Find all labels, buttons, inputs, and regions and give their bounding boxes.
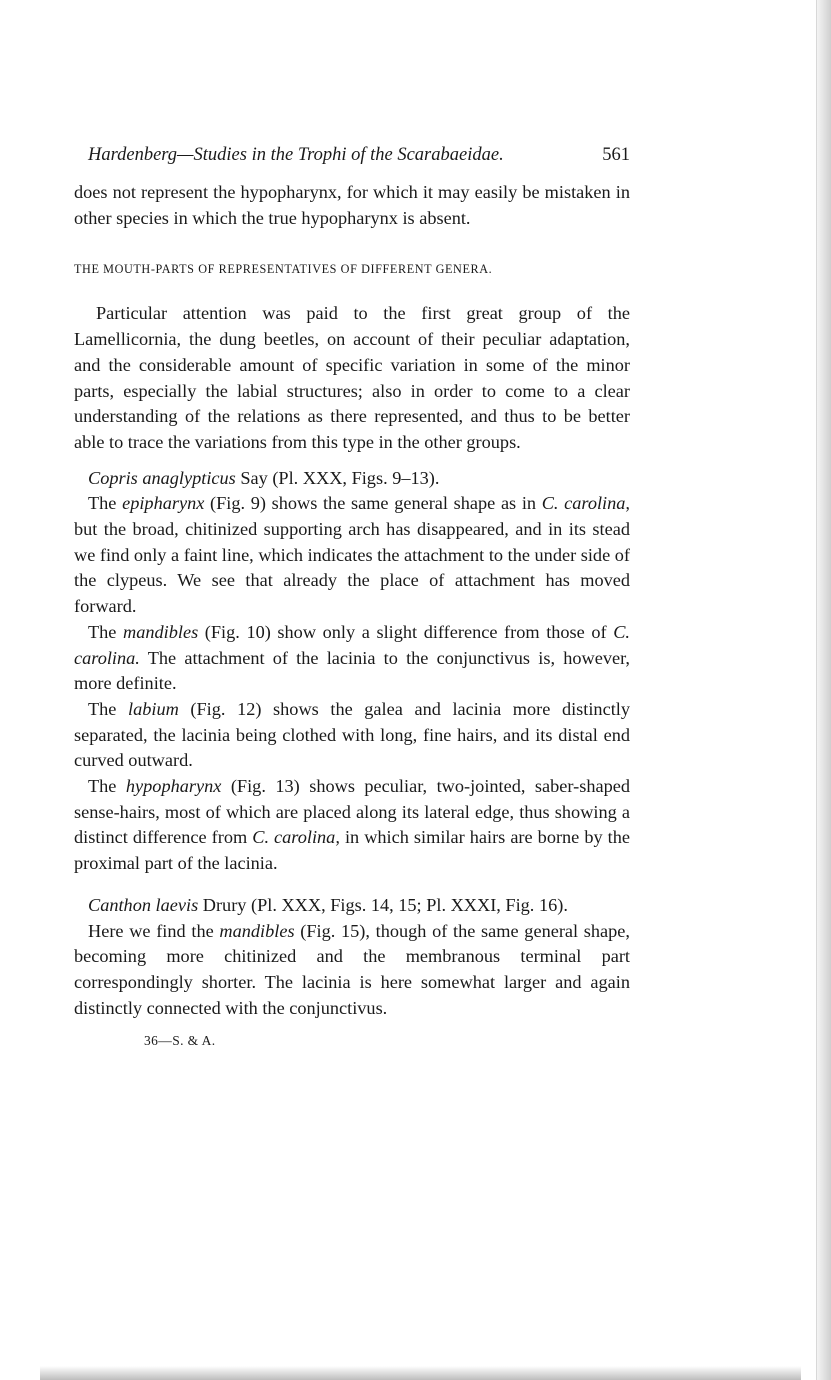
species-name: Canthon laevis <box>88 894 199 915</box>
paragraph-labium <box>74 697 630 774</box>
text-run: but the broad, chitinized supporting arch has disappeared, and in its stead we find only a faint line, which indicates the attachment to the under side of the clypeus. We see that already the place of attachment has moved forward. <box>74 519 630 617</box>
text-run: Here we find the <box>88 920 220 941</box>
text-run: The <box>88 621 124 642</box>
signature-mark: 36—S. & A. <box>144 1033 216 1049</box>
term: mandibles <box>219 920 295 941</box>
species-heading-copris <box>74 466 630 492</box>
species-heading-canthon <box>74 893 630 919</box>
paragraph-mandibles <box>74 620 630 697</box>
text-run: (Fig. 13) shows peculiar, two-jointed, saber-shaped sense-hairs, most of which are placed along its lateral edge, thus showing a distinct difference from <box>74 776 630 848</box>
term: epipharynx <box>122 493 205 514</box>
text-run: The <box>88 493 123 514</box>
page-edge-bottom <box>40 1366 801 1380</box>
text-run: (Fig. 15), though of the same general shape, becoming more chitinized and the membranous terminal part correspondingly shorter. The lacinia is here somewhat larger and again distinctly connected with the conjunctivus. <box>74 920 630 1018</box>
running-head <box>88 138 630 172</box>
term: mandibles <box>123 621 199 642</box>
text-run: The attachment of the lacinia to the conjunctivus is, however, more definite. <box>74 647 630 694</box>
species-ref: C. carolina. <box>74 621 630 668</box>
term: labium <box>128 698 179 719</box>
species-reference: Drury (Pl. XXX, Figs. 14, 15; Pl. XXXI, Fig. 16). <box>198 894 568 915</box>
species-ref: C. carolina, <box>541 493 630 514</box>
text-run: (Fig. 10) show only a slight difference from those of <box>198 621 614 642</box>
paragraph-continued: does not represent the hypopharynx, for which it may easily be mistaken in other species in which the true hypopharynx is absent. <box>74 182 630 228</box>
paragraph-intro: Particular attention was paid to the first great group of the Lamellicornia, the dung beetles, on account of their peculiar adaptation, and the considerable amount of specific variation in some of the minor parts, especially the labial structures; also in order to come to a clear understanding of the relations as there represented, and thus to be better able to trace the variations from this type in the other groups. <box>74 303 630 452</box>
species-name: Copris anaglypticus <box>88 467 236 488</box>
paragraph-canthon-mandibles <box>74 919 630 1022</box>
page-number: 561 <box>602 145 630 165</box>
text-run: in which similar hairs are borne by the proximal part of the lacinia. <box>74 827 631 874</box>
text-run: (Fig. 12) shows the galea and lacinia more distinctly separated, the lacinia being clothed with long, fine hairs, and its distal end curved outward. <box>74 698 630 771</box>
running-title: Hardenberg—Studies in the Trophi of the Scarabaeidae. <box>88 145 504 165</box>
paragraph-epipharynx <box>74 491 630 620</box>
page-body <box>74 138 630 1051</box>
section-heading: THE MOUTH-PARTS OF REPRESENTATIVES OF DIFFERENT GENERA. <box>74 262 493 277</box>
text-run: The <box>88 698 129 719</box>
text-run: (Fig. 9) shows the same general shape as in <box>204 493 542 514</box>
page-edge-right <box>816 0 831 1380</box>
term: hypopharynx <box>125 776 222 797</box>
species-ref: C. carolina, <box>252 827 340 848</box>
paragraph-hypopharynx <box>74 774 630 877</box>
species-reference: Say (Pl. XXX, Figs. 9–13). <box>235 467 440 488</box>
text-run: The <box>88 776 126 797</box>
